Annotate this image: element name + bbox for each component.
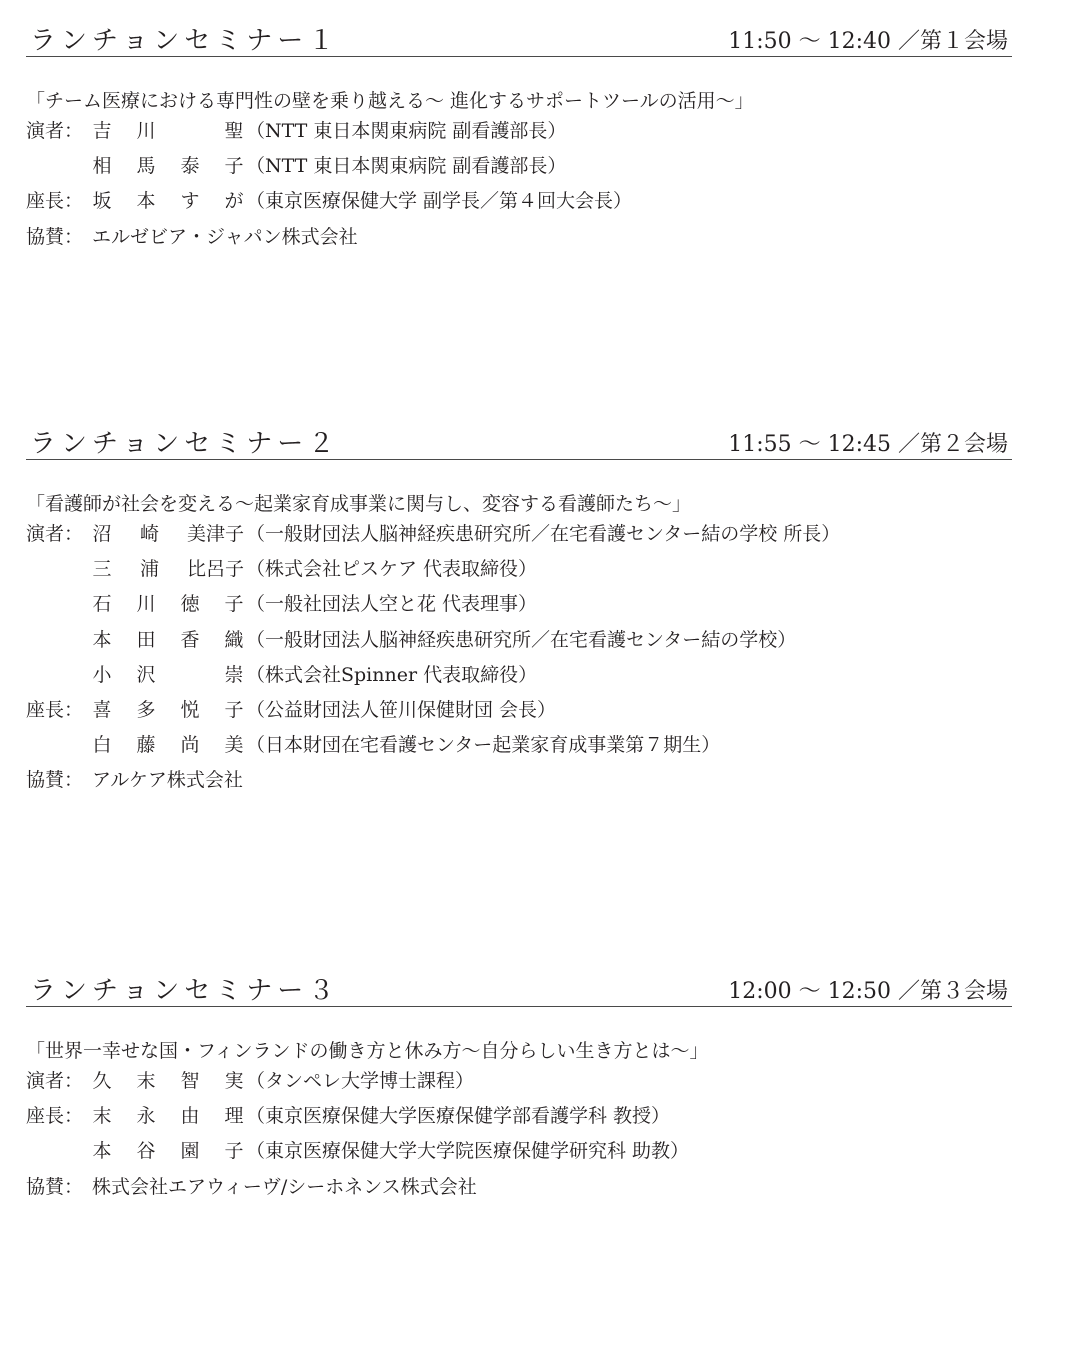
person-affiliation: （東京医療保健大学 副学長／第４回大会長）: [246, 190, 633, 213]
sponsor-name: アルケア株式会社: [92, 769, 243, 792]
seminar-time-venue: 12:00 ～ 12:50 ／第３会場: [728, 979, 1008, 1004]
person-name: [92, 1136, 244, 1163]
seminar-title: ランチョンセミナー１: [30, 26, 340, 56]
name-char: 織: [224, 628, 244, 651]
seminar-header: [26, 968, 1012, 1007]
person-name: [92, 589, 244, 616]
name-char: 子: [224, 593, 244, 616]
name-char: 多: [136, 699, 156, 721]
name-char: す: [180, 190, 200, 213]
sponsor-name: エルゼビア・ジャパン株式会社: [92, 225, 358, 248]
person-name: [92, 730, 244, 757]
name-char: 実: [224, 1070, 244, 1092]
sponsor-label: 協賛：: [26, 769, 84, 792]
name-char: 永: [136, 1105, 156, 1128]
name-char: [180, 116, 200, 143]
speakers-label: 演者：: [26, 523, 84, 545]
name-char: 石: [92, 593, 112, 616]
person-affiliation: （公益財団法人笹川保健財団 会長）: [246, 699, 557, 721]
person-name: [92, 625, 244, 652]
chairs-label: 座長：: [26, 699, 84, 721]
name-char: 沼: [92, 523, 112, 545]
name-char: 久: [92, 1070, 112, 1092]
name-char: 子: [224, 155, 244, 178]
person-affiliation: （一般財団法人脳神経疾患研究所／在宅看護センター結の学校 所長）: [246, 523, 841, 545]
name-char: 本: [92, 1140, 112, 1163]
seminar-time-venue: 11:50 ～ 12:40 ／第１会場: [728, 29, 1008, 54]
chairs-label: 座長：: [26, 1105, 84, 1128]
person-affiliation: （株式会社ピスケア 代表取締役）: [246, 558, 538, 581]
person-name: [92, 1101, 244, 1128]
person-affiliation: （東京医療保健大学医療保健学部看護学科 教授）: [246, 1105, 671, 1128]
name-char: 白: [92, 734, 112, 757]
name-char: 比呂子: [186, 558, 244, 581]
name-char: 吉: [92, 120, 112, 142]
seminar-theme: 「チーム医療における専門性の壁を乗り越える～ 進化するサポートツールの活用～」: [26, 90, 754, 112]
person-name: [92, 116, 244, 143]
person-affiliation: （NTT 東日本関東病院 副看護部長）: [246, 155, 567, 178]
name-char: [180, 660, 200, 687]
name-char: 川: [136, 120, 156, 142]
person-affiliation: （タンペレ大学博士課程）: [246, 1070, 475, 1092]
person-affiliation: （NTT 東日本関東病院 副看護部長）: [246, 120, 567, 142]
name-char: 泰: [180, 155, 200, 178]
seminar-section: [26, 968, 1012, 1368]
name-char: 川: [136, 593, 156, 616]
name-char: 三: [92, 558, 112, 581]
person-name: [92, 519, 244, 546]
person-affiliation: （一般社団法人空と花 代表理事）: [246, 593, 538, 616]
name-char: 徳: [180, 593, 200, 616]
speakers-label: 演者：: [26, 120, 84, 142]
name-char: 喜: [92, 699, 112, 721]
name-char: 馬: [136, 155, 156, 178]
sponsor-name: 株式会社エアウィーヴ/シーホネンス株式会社: [92, 1175, 477, 1198]
name-char: 園: [180, 1140, 200, 1163]
name-char: 相: [92, 155, 112, 178]
name-char: 谷: [136, 1140, 156, 1163]
seminar-header: [26, 421, 1012, 460]
name-char: 智: [180, 1070, 200, 1092]
chairs-label: 座長：: [26, 190, 84, 213]
seminar-title: ランチョンセミナー３: [30, 976, 340, 1006]
name-char: 由: [180, 1105, 200, 1128]
name-char: 崎: [139, 523, 159, 545]
seminar-theme: 「看護師が社会を変える～起業家育成事業に関与し、変容する看護師たち～」: [26, 493, 692, 515]
speakers-label: 演者：: [26, 1070, 84, 1092]
person-name: [92, 695, 244, 722]
name-char: 本: [92, 628, 112, 651]
name-char: 浦: [139, 558, 159, 581]
name-char: 末: [92, 1105, 112, 1128]
person-name: [92, 151, 244, 178]
name-char: 藤: [136, 734, 156, 757]
name-char: 理: [224, 1105, 244, 1128]
seminar-section: [26, 18, 1012, 418]
seminar-time-venue: 11:55 ～ 12:45 ／第２会場: [728, 432, 1008, 457]
name-char: 子: [224, 1140, 244, 1163]
name-char: 沢: [136, 663, 156, 686]
name-char: 香: [180, 628, 200, 651]
person-name: [92, 660, 244, 687]
person-name: [92, 186, 244, 213]
person-affiliation: （一般財団法人脳神経疾患研究所／在宅看護センター結の学校）: [246, 628, 797, 651]
name-char: 小: [92, 663, 112, 686]
seminar-header: [26, 18, 1012, 57]
name-char: 子: [224, 699, 244, 721]
person-name: [92, 1066, 244, 1093]
person-affiliation: （日本財団在宅看護センター起業家育成事業第７期生）: [246, 734, 721, 757]
name-char: 美津子: [186, 523, 244, 545]
name-char: 悦: [180, 699, 200, 721]
person-affiliation: （株式会社Spinner 代表取締役）: [246, 663, 538, 686]
name-char: 崇: [224, 663, 244, 686]
name-char: 本: [136, 190, 156, 213]
name-char: 坂: [92, 190, 112, 213]
seminar-section: [26, 421, 1012, 821]
name-char: 聖: [224, 120, 244, 142]
name-char: 尚: [180, 734, 200, 757]
seminar-theme: 「世界一幸せな国・フィンランドの働き方と休み方～自分らしい生き方とは～」: [26, 1040, 709, 1062]
sponsor-label: 協賛：: [26, 225, 84, 248]
name-char: が: [224, 190, 244, 213]
seminar-title: ランチョンセミナー２: [30, 429, 340, 459]
person-affiliation: （東京医療保健大学大学院医療保健学研究科 助教）: [246, 1140, 690, 1163]
name-char: 田: [136, 628, 156, 651]
person-name: [92, 554, 244, 581]
sponsor-label: 協賛：: [26, 1175, 84, 1198]
name-char: 末: [136, 1070, 156, 1092]
name-char: 美: [224, 734, 244, 757]
